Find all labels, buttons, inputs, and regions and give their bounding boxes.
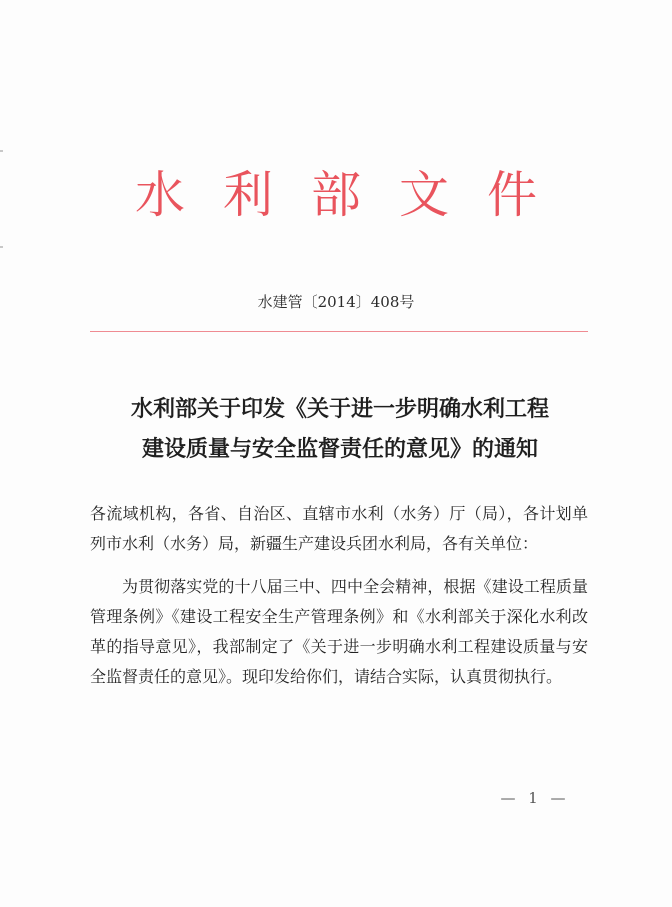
binding-mark bbox=[0, 150, 3, 152]
document-header-title: 水利部文件 bbox=[135, 166, 575, 224]
notice-title bbox=[60, 390, 620, 470]
document-number: 水建管〔2014〕408号 bbox=[257, 293, 415, 311]
notice-title-line-2: 建设质量与安全监督责任的意见》的通知 bbox=[141, 437, 538, 462]
body-paragraph: 为贯彻落实党的十八届三中、四中全会精神，根据《建设工程质量管理条例》《建设工程安全生产管理条例》和《水利部关于深化水利改革的指导意见》，我部制定了《关于进一步明确水利工程建设质量与安全监督责任的意见》。现印发给你们，请结合实际，认真贯彻执行。 bbox=[90, 577, 588, 686]
red-divider-line bbox=[90, 331, 588, 332]
addressee-paragraph: 各流域机构，各省、自治区、直辖市水利（水务）厅（局），各计划单列市水利（水务）局，新疆生产建设兵团水利局，各有关单位： bbox=[90, 504, 588, 553]
notice-title-line-1: 水利部关于印发《关于进一步明确水利工程 bbox=[130, 397, 549, 422]
page-number: — 1 — bbox=[500, 789, 570, 807]
binding-mark bbox=[0, 246, 3, 248]
document-body bbox=[90, 499, 588, 692]
